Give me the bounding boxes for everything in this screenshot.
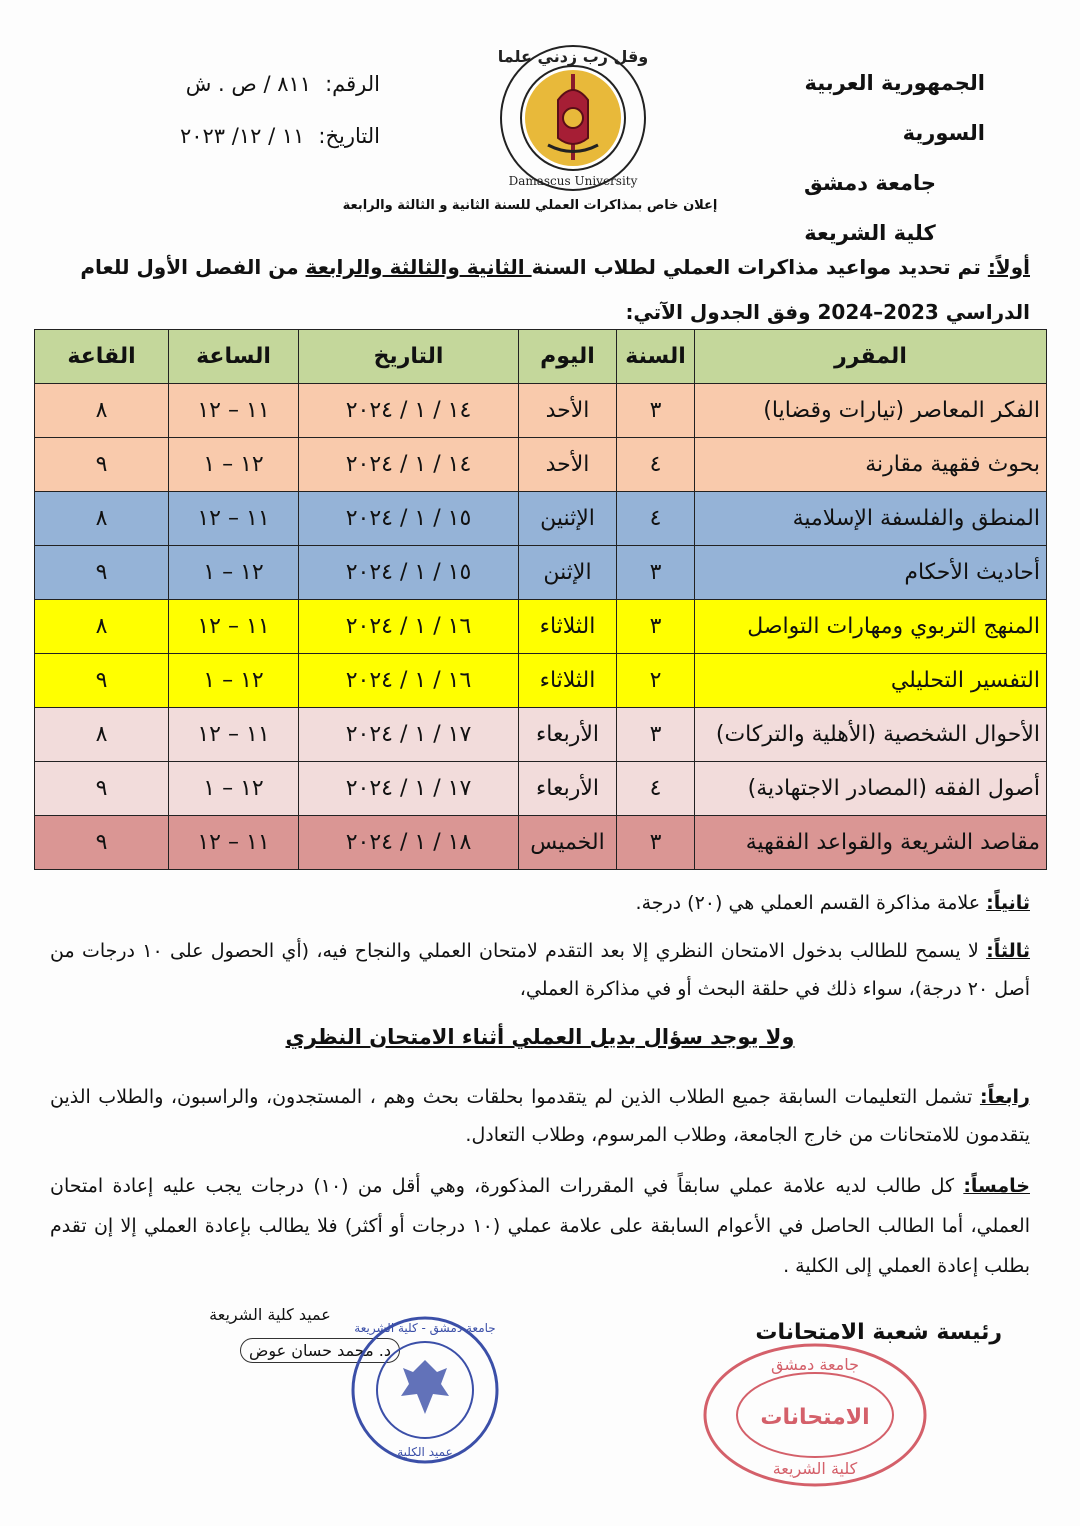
cell-time: ١٢ – ١ (169, 546, 299, 600)
cell-year: ٣ (617, 546, 695, 600)
cell-date: ١٨ / ١ / ٢٠٢٤ (299, 816, 519, 870)
cell-course: مقاصد الشريعة والقواعد الفقهية (695, 816, 1047, 870)
cell-day: الثلاثاء (519, 654, 617, 708)
cell-date: ١٤ / ١ / ٢٠٢٤ (299, 438, 519, 492)
first-label: أولاً: (987, 255, 1030, 279)
cell-time: ١٢ – ١ (169, 438, 299, 492)
seal-left-bottom: عميد الكلية (397, 1445, 453, 1459)
cell-year: ٣ (617, 708, 695, 762)
cell-time: ١١ – ١٢ (169, 492, 299, 546)
cell-room: ٨ (35, 492, 169, 546)
cell-year: ٤ (617, 438, 695, 492)
cell-room: ٩ (35, 816, 169, 870)
exams-head-title: رئيسة شعبة الامتحانات (755, 1320, 1002, 1345)
col-date: التاريخ (299, 330, 519, 384)
logo-english: Damascus University (508, 174, 638, 188)
fourth-label: رابعاً: (979, 1086, 1030, 1108)
cell-room: ٩ (35, 654, 169, 708)
cell-time: ١١ – ١٢ (169, 384, 299, 438)
table-row (35, 384, 1047, 438)
cell-day: الثلاثاء (519, 600, 617, 654)
announcement-subtitle: إعلان خاص بمذاكرات العملي للسنة الثانية و الثالثة والرابعة (342, 198, 718, 213)
fourth-text: تشمل التعليمات السابقة جميع الطلاب الذين لم يتقدموا بحلقات بحث وهم ، المستجدون، والراسبون، والطلاب الذين يتقدمون للامتحانات من خارج الجامعة، وطلاب المرسوم، وطلاب التعادل. (50, 1086, 1030, 1146)
cell-time: ١١ – ١٢ (169, 816, 299, 870)
cell-year: ٣ (617, 816, 695, 870)
cell-time: ١١ – ١٢ (169, 600, 299, 654)
second-clause (50, 888, 1030, 918)
second-label: ثانياً: (986, 892, 1030, 914)
table-row (35, 546, 1047, 600)
third-clause (50, 932, 1030, 1008)
seal-right-top: جامعة دمشق (770, 1355, 860, 1374)
table-row (35, 708, 1047, 762)
cell-course: المنطق والفلسفة الإسلامية (695, 492, 1047, 546)
third-text: لا يسمح للطالب بدخول الامتحان النظري إلا بعد التقدم لامتحان العملي والنجاح فيه، (أي الحصول على ١٠ درجات من أصل ٢٠ درجة)، سواء ذلك في حلقة البحث أو في مذاكرة العملي، (50, 940, 1030, 1000)
table-row (35, 492, 1047, 546)
university-logo (488, 40, 658, 200)
cell-day: الأحد (519, 438, 617, 492)
cell-day: الإثنن (519, 546, 617, 600)
seal-left-top: جامعة دمشق - كلية الشريعة (354, 1321, 496, 1335)
col-room: القاعة (35, 330, 169, 384)
exams-seal (700, 1340, 930, 1490)
first-line2: الدراسي 2023–2024 وفق الجدول الآتي: (625, 300, 1030, 324)
first-years: الثانية والثالثة والرابعة (305, 255, 532, 279)
table-row (35, 654, 1047, 708)
cell-room: ٩ (35, 546, 169, 600)
cell-day: الخميس (519, 816, 617, 870)
cell-time: ١١ – ١٢ (169, 708, 299, 762)
institution-header (725, 58, 985, 258)
country-name: الجمهورية العربية السورية (804, 71, 985, 145)
fourth-clause (50, 1078, 1030, 1154)
exam-schedule-table (34, 329, 1047, 870)
cell-year: ٢ (617, 654, 695, 708)
cell-course: أصول الفقه (المصادر الاجتهادية) (695, 762, 1047, 816)
cell-date: ١٥ / ١ / ٢٠٢٤ (299, 546, 519, 600)
cell-day: الإثنين (519, 492, 617, 546)
cell-room: ٩ (35, 438, 169, 492)
col-year: السنة (617, 330, 695, 384)
dean-name: د. محمد حسان عوض (240, 1338, 400, 1363)
cell-day: الأربعاء (519, 708, 617, 762)
cell-year: ٤ (617, 492, 695, 546)
seal-right-mid: الامتحانات (760, 1405, 870, 1430)
cell-course: الفكر المعاصر (تيارات وقضايا) (695, 384, 1047, 438)
cell-course: المنهج التربوي ومهارات التواصل (695, 600, 1047, 654)
table-row (35, 816, 1047, 870)
cell-time: ١٢ – ١ (169, 762, 299, 816)
table-row (35, 438, 1047, 492)
cell-date: ١٦ / ١ / ٢٠٢٤ (299, 654, 519, 708)
cell-course: الأحوال الشخصية (الأهلية والتركات) (695, 708, 1047, 762)
cell-day: الأربعاء (519, 762, 617, 816)
date-label: التاريخ: (318, 124, 380, 148)
fifth-clause (50, 1166, 1030, 1286)
col-time: الساعة (169, 330, 299, 384)
cell-date: ١٥ / ١ / ٢٠٢٤ (299, 492, 519, 546)
date-value: ١١ / ١٢/ ٢٠٢٣ (179, 124, 305, 148)
faculty-seal (345, 1310, 505, 1470)
second-text: علامة مذاكرة القسم العملي هي (٢٠) درجة. (635, 892, 987, 914)
cell-date: ١٧ / ١ / ٢٠٢٤ (299, 708, 519, 762)
cell-date: ١٧ / ١ / ٢٠٢٤ (299, 762, 519, 816)
col-course: المقرر (695, 330, 1047, 384)
logo-motto: وقل رب زدني علما (497, 47, 649, 66)
reference-block (100, 58, 380, 162)
col-day: اليوم (519, 330, 617, 384)
cell-room: ٩ (35, 762, 169, 816)
cell-year: ٤ (617, 762, 695, 816)
table-header-row (35, 330, 1047, 384)
ref-label: الرقم: (325, 72, 380, 96)
table-row (35, 762, 1047, 816)
first-text-a: تم تحديد مواعيد مذاكرات العملي لطلاب السنة (531, 255, 988, 279)
cell-room: ٨ (35, 384, 169, 438)
cell-course: التفسير التحليلي (695, 654, 1047, 708)
faculty-name: كلية الشريعة (804, 221, 936, 245)
university-name: جامعة دمشق (804, 171, 936, 195)
cell-course: أحاديث الأحكام (695, 546, 1047, 600)
cell-date: ١٤ / ١ / ٢٠٢٤ (299, 384, 519, 438)
dean-title: عميد كلية الشريعة (209, 1305, 331, 1324)
cell-year: ٣ (617, 600, 695, 654)
reference-date (100, 110, 380, 162)
no-alternative-notice: ولا يوجد سؤال بديل العملي أثناء الامتحان النظري (285, 1025, 795, 1049)
cell-room: ٨ (35, 600, 169, 654)
table-row (35, 600, 1047, 654)
ref-value: ٨١١ / ص . ش (185, 72, 312, 96)
reference-number (100, 58, 380, 110)
cell-date: ١٦ / ١ / ٢٠٢٤ (299, 600, 519, 654)
fifth-label: خامساً: (963, 1175, 1030, 1197)
third-label: ثالثاً: (986, 940, 1030, 962)
seal-right-bottom: كلية الشريعة (772, 1459, 858, 1478)
cell-course: بحوث فقهية مقارنة (695, 438, 1047, 492)
cell-time: ١٢ – ١ (169, 654, 299, 708)
cell-day: الأحد (519, 384, 617, 438)
first-clause (50, 240, 1030, 329)
cell-year: ٣ (617, 384, 695, 438)
cell-room: ٨ (35, 708, 169, 762)
first-text-b: من الفصل الأول للعام (80, 255, 306, 279)
fifth-text: كل طالب لديه علامة عملي سابقاً في المقررات المذكورة، وهي أقل من (١٠) درجات يجب عليه إعادة امتحان العملي، أما الطالب الحاصل في الأعوام السابقة على علامة عملي (١٠ درجات أو أكثر) فلا يطالب بإعادة العملي إلا إن تقدم بطلب إعادة العملي إلى الكلية . (50, 1175, 1030, 1277)
